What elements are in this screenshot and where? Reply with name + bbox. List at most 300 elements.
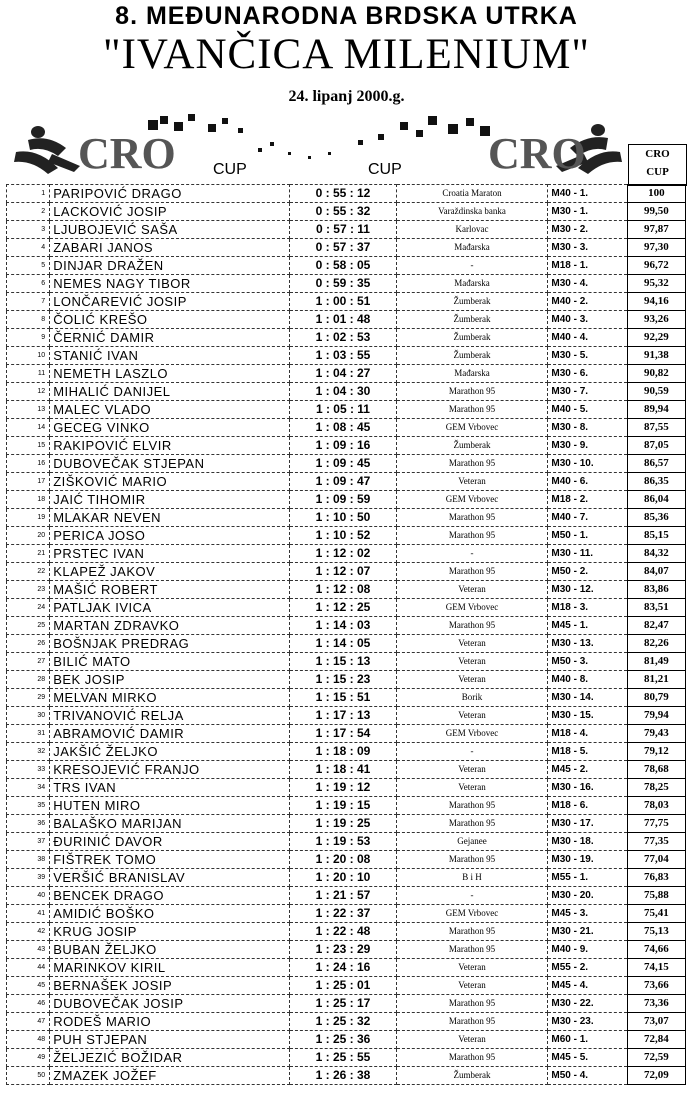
result-time: 1 : 19 : 25 xyxy=(290,815,396,833)
result-time: 1 : 22 : 37 xyxy=(290,905,396,923)
result-name: ZIŠKOVIĆ MARIO xyxy=(50,473,290,491)
result-name: BOŠNJAK PREDRAG xyxy=(50,635,290,653)
result-name: MLAKAR NEVEN xyxy=(50,509,290,527)
result-category: M45 - 1. xyxy=(548,617,627,635)
result-category: M40 - 7. xyxy=(548,509,627,527)
result-name: BILIĆ MATO xyxy=(50,653,290,671)
result-name: DUBOVEČAK STJEPAN xyxy=(50,455,290,473)
result-row xyxy=(7,509,686,527)
result-points: 94,16 xyxy=(627,293,685,311)
result-name: HUTEN MIRO xyxy=(50,797,290,815)
result-club: Marathon 95 xyxy=(396,1049,548,1067)
result-name: ZMAZEK JOŽEF xyxy=(50,1067,290,1085)
result-category: M45 - 2. xyxy=(548,761,627,779)
result-club: Mađarska xyxy=(396,275,548,293)
result-category: M30 - 8. xyxy=(548,419,627,437)
result-row xyxy=(7,581,686,599)
result-name: DUBOVEČAK JOSIP xyxy=(50,995,290,1013)
result-points: 86,35 xyxy=(627,473,685,491)
result-category: M40 - 8. xyxy=(548,671,627,689)
result-category: M30 - 13. xyxy=(548,635,627,653)
result-row xyxy=(7,869,686,887)
result-rank: 44 xyxy=(7,959,50,977)
result-row xyxy=(7,239,686,257)
result-name: STANIĆ IVAN xyxy=(50,347,290,365)
result-time: 1 : 04 : 30 xyxy=(290,383,396,401)
result-name: BEK JOSIP xyxy=(50,671,290,689)
result-time: 1 : 09 : 59 xyxy=(290,491,396,509)
result-rank: 13 xyxy=(7,401,50,419)
result-rank: 10 xyxy=(7,347,50,365)
result-club: GEM Vrbovec xyxy=(396,419,548,437)
result-points: 92,29 xyxy=(627,329,685,347)
result-time: 1 : 12 : 25 xyxy=(290,599,396,617)
result-points: 73,36 xyxy=(627,995,685,1013)
result-time: 1 : 10 : 50 xyxy=(290,509,396,527)
result-club: Marathon 95 xyxy=(396,617,548,635)
result-time: 1 : 12 : 07 xyxy=(290,563,396,581)
result-category: M30 - 16. xyxy=(548,779,627,797)
event-subtitle: 8. MEĐUNARODNA BRDSKA UTRKA xyxy=(115,2,578,30)
result-rank: 29 xyxy=(7,689,50,707)
result-name: NEMES NAGY TIBOR xyxy=(50,275,290,293)
result-category: M30 - 22. xyxy=(548,995,627,1013)
result-name: RAKIPOVIĆ ELVIR xyxy=(50,437,290,455)
result-row xyxy=(7,815,686,833)
result-club: Marathon 95 xyxy=(396,383,548,401)
result-row xyxy=(7,185,686,203)
result-category: M45 - 4. xyxy=(548,977,627,995)
result-name: JAIĆ TIHOMIR xyxy=(50,491,290,509)
result-club: Borik xyxy=(396,689,548,707)
result-points: 76,83 xyxy=(627,869,685,887)
result-points: 75,88 xyxy=(627,887,685,905)
result-rank: 49 xyxy=(7,1049,50,1067)
event-title: "IVANČICA MILENIUM" xyxy=(103,31,590,78)
result-name: MALEC VLADO xyxy=(50,401,290,419)
result-time: 1 : 25 : 36 xyxy=(290,1031,396,1049)
cro-cup-logo-banner xyxy=(8,108,628,184)
result-rank: 2 xyxy=(7,203,50,221)
result-category: M40 - 1. xyxy=(548,185,627,203)
result-club: Veteran xyxy=(396,779,548,797)
result-club: Veteran xyxy=(396,635,548,653)
result-rank: 11 xyxy=(7,365,50,383)
result-name: LACKOVIĆ JOSIP xyxy=(50,203,290,221)
result-points: 89,94 xyxy=(627,401,685,419)
result-category: M30 - 18. xyxy=(548,833,627,851)
result-rank: 48 xyxy=(7,1031,50,1049)
result-row xyxy=(7,635,686,653)
result-rank: 5 xyxy=(7,257,50,275)
result-row xyxy=(7,779,686,797)
result-club: - xyxy=(396,545,548,563)
result-rank: 47 xyxy=(7,1013,50,1031)
result-points: 82,26 xyxy=(627,635,685,653)
result-rank: 34 xyxy=(7,779,50,797)
result-points: 81,21 xyxy=(627,671,685,689)
result-name: PATLJAK IVICA xyxy=(50,599,290,617)
logo-cup-left: CUP xyxy=(213,161,247,178)
result-row xyxy=(7,689,686,707)
result-club: Marathon 95 xyxy=(396,455,548,473)
result-name: MELVAN MIRKO xyxy=(50,689,290,707)
result-time: 0 : 55 : 12 xyxy=(290,185,396,203)
result-time: 1 : 20 : 10 xyxy=(290,869,396,887)
result-club: Marathon 95 xyxy=(396,797,548,815)
result-time: 1 : 10 : 52 xyxy=(290,527,396,545)
result-row xyxy=(7,761,686,779)
result-time: 1 : 03 : 55 xyxy=(290,347,396,365)
result-row xyxy=(7,923,686,941)
result-time: 1 : 19 : 15 xyxy=(290,797,396,815)
result-row xyxy=(7,455,686,473)
result-rank: 1 xyxy=(7,185,50,203)
result-row xyxy=(7,275,686,293)
result-time: 1 : 17 : 13 xyxy=(290,707,396,725)
result-rank: 25 xyxy=(7,617,50,635)
result-category: M40 - 4. xyxy=(548,329,627,347)
result-row xyxy=(7,383,686,401)
result-time: 1 : 19 : 53 xyxy=(290,833,396,851)
result-time: 1 : 00 : 51 xyxy=(290,293,396,311)
result-rank: 30 xyxy=(7,707,50,725)
result-time: 1 : 15 : 13 xyxy=(290,653,396,671)
result-points: 73,66 xyxy=(627,977,685,995)
result-time: 0 : 59 : 35 xyxy=(290,275,396,293)
result-row xyxy=(7,419,686,437)
result-name: BALAŠKO MARIJAN xyxy=(50,815,290,833)
result-points: 79,12 xyxy=(627,743,685,761)
result-rank: 50 xyxy=(7,1067,50,1085)
result-rank: 31 xyxy=(7,725,50,743)
event-date: 24. lipanj 2000.g. xyxy=(288,88,405,105)
result-club: Marathon 95 xyxy=(396,563,548,581)
result-name: VERŠIĆ BRANISLAV xyxy=(50,869,290,887)
result-time: 1 : 05 : 11 xyxy=(290,401,396,419)
logo-word-right: CRO xyxy=(488,129,586,178)
result-category: M30 - 2. xyxy=(548,221,627,239)
result-club: Marathon 95 xyxy=(396,941,548,959)
result-category: M30 - 11. xyxy=(548,545,627,563)
result-time: 1 : 25 : 17 xyxy=(290,995,396,1013)
result-rank: 6 xyxy=(7,275,50,293)
result-club: GEM Vrbovec xyxy=(396,599,548,617)
result-rank: 7 xyxy=(7,293,50,311)
result-row xyxy=(7,671,686,689)
result-time: 1 : 25 : 55 xyxy=(290,1049,396,1067)
result-points: 95,32 xyxy=(627,275,685,293)
result-rank: 35 xyxy=(7,797,50,815)
result-club: Žumberak xyxy=(396,347,548,365)
result-row xyxy=(7,1049,686,1067)
result-time: 1 : 18 : 09 xyxy=(290,743,396,761)
result-club: Žumberak xyxy=(396,311,548,329)
result-points: 86,57 xyxy=(627,455,685,473)
result-rank: 19 xyxy=(7,509,50,527)
result-category: M50 - 1. xyxy=(548,527,627,545)
result-name: ZABARI JANOS xyxy=(50,239,290,257)
points-column-header xyxy=(628,144,687,186)
result-time: 1 : 08 : 45 xyxy=(290,419,396,437)
result-category: M30 - 3. xyxy=(548,239,627,257)
result-rank: 8 xyxy=(7,311,50,329)
result-category: M30 - 7. xyxy=(548,383,627,401)
result-name: LONČAREVIĆ JOSIP xyxy=(50,293,290,311)
result-rank: 20 xyxy=(7,527,50,545)
result-points: 81,49 xyxy=(627,653,685,671)
result-time: 1 : 17 : 54 xyxy=(290,725,396,743)
points-header-line2: CUP xyxy=(646,166,669,178)
result-club: Veteran xyxy=(396,977,548,995)
result-category: M40 - 6. xyxy=(548,473,627,491)
result-name: PUH STJEPAN xyxy=(50,1031,290,1049)
result-category: M50 - 2. xyxy=(548,563,627,581)
result-name: PRSTEC IVAN xyxy=(50,545,290,563)
result-name: JAKŠIĆ ŽELJKO xyxy=(50,743,290,761)
result-points: 87,05 xyxy=(627,437,685,455)
result-row xyxy=(7,203,686,221)
result-category: M30 - 19. xyxy=(548,851,627,869)
result-points: 74,15 xyxy=(627,959,685,977)
result-name: KRESOJEVIĆ FRANJO xyxy=(50,761,290,779)
result-category: M30 - 21. xyxy=(548,923,627,941)
result-points: 80,79 xyxy=(627,689,685,707)
result-category: M30 - 17. xyxy=(548,815,627,833)
result-points: 90,82 xyxy=(627,365,685,383)
result-points: 83,51 xyxy=(627,599,685,617)
result-points: 79,94 xyxy=(627,707,685,725)
result-name: TRIVANOVIĆ RELJA xyxy=(50,707,290,725)
result-club: Marathon 95 xyxy=(396,851,548,869)
result-club: Žumberak xyxy=(396,293,548,311)
result-time: 0 : 57 : 37 xyxy=(290,239,396,257)
result-points: 97,87 xyxy=(627,221,685,239)
result-name: BERNAŠEK JOSIP xyxy=(50,977,290,995)
result-rank: 38 xyxy=(7,851,50,869)
result-name: ABRAMOVIĆ DAMIR xyxy=(50,725,290,743)
result-club: Mađarska xyxy=(396,239,548,257)
result-category: M18 - 6. xyxy=(548,797,627,815)
result-time: 1 : 25 : 01 xyxy=(290,977,396,995)
result-time: 1 : 02 : 53 xyxy=(290,329,396,347)
result-category: M18 - 1. xyxy=(548,257,627,275)
result-time: 0 : 55 : 32 xyxy=(290,203,396,221)
result-time: 1 : 04 : 27 xyxy=(290,365,396,383)
result-club: Žumberak xyxy=(396,1067,548,1085)
result-name: AMIDIĆ BOŠKO xyxy=(50,905,290,923)
result-rank: 14 xyxy=(7,419,50,437)
result-points: 93,26 xyxy=(627,311,685,329)
result-club: Marathon 95 xyxy=(396,527,548,545)
result-points: 85,36 xyxy=(627,509,685,527)
result-name: LJUBOJEVIĆ SAŠA xyxy=(50,221,290,239)
result-row xyxy=(7,959,686,977)
result-category: M30 - 1. xyxy=(548,203,627,221)
result-rank: 15 xyxy=(7,437,50,455)
result-club: Veteran xyxy=(396,959,548,977)
result-club: Croatia Maraton xyxy=(396,185,548,203)
result-category: M40 - 2. xyxy=(548,293,627,311)
result-row xyxy=(7,437,686,455)
result-row xyxy=(7,707,686,725)
result-category: M50 - 3. xyxy=(548,653,627,671)
result-time: 1 : 23 : 29 xyxy=(290,941,396,959)
result-row xyxy=(7,329,686,347)
result-rank: 42 xyxy=(7,923,50,941)
result-name: MARTAN ZDRAVKO xyxy=(50,617,290,635)
result-row xyxy=(7,653,686,671)
result-name: ČOLIĆ KREŠO xyxy=(50,311,290,329)
result-points: 74,66 xyxy=(627,941,685,959)
result-club: GEM Vrbovec xyxy=(396,491,548,509)
result-points: 82,47 xyxy=(627,617,685,635)
result-category: M30 - 15. xyxy=(548,707,627,725)
result-time: 1 : 09 : 45 xyxy=(290,455,396,473)
result-row xyxy=(7,1013,686,1031)
result-points: 90,59 xyxy=(627,383,685,401)
result-points: 87,55 xyxy=(627,419,685,437)
result-time: 1 : 20 : 08 xyxy=(290,851,396,869)
result-row xyxy=(7,977,686,995)
result-rank: 22 xyxy=(7,563,50,581)
result-category: M45 - 5. xyxy=(548,1049,627,1067)
result-name: RODEŠ MARIO xyxy=(50,1013,290,1031)
result-time: 1 : 15 : 23 xyxy=(290,671,396,689)
result-name: PERICA JOSO xyxy=(50,527,290,545)
result-points: 72,84 xyxy=(627,1031,685,1049)
result-time: 1 : 15 : 51 xyxy=(290,689,396,707)
result-row xyxy=(7,851,686,869)
result-time: 1 : 26 : 38 xyxy=(290,1067,396,1085)
result-category: M60 - 1. xyxy=(548,1031,627,1049)
result-time: 1 : 18 : 41 xyxy=(290,761,396,779)
result-rank: 4 xyxy=(7,239,50,257)
result-club: Marathon 95 xyxy=(396,923,548,941)
result-row xyxy=(7,221,686,239)
result-name: NEMETH LASZLO xyxy=(50,365,290,383)
result-points: 75,13 xyxy=(627,923,685,941)
result-name: TRS IVAN xyxy=(50,779,290,797)
result-club: - xyxy=(396,743,548,761)
result-rank: 46 xyxy=(7,995,50,1013)
result-club: Žumberak xyxy=(396,437,548,455)
result-row xyxy=(7,401,686,419)
result-points: 85,15 xyxy=(627,527,685,545)
result-rank: 45 xyxy=(7,977,50,995)
result-name: PARIPOVIĆ DRAGO xyxy=(50,185,290,203)
result-row xyxy=(7,905,686,923)
result-name: BUBAN ŽELJKO xyxy=(50,941,290,959)
result-row xyxy=(7,743,686,761)
result-points: 78,03 xyxy=(627,797,685,815)
result-points: 72,09 xyxy=(627,1067,685,1085)
result-category: M30 - 12. xyxy=(548,581,627,599)
result-category: M30 - 10. xyxy=(548,455,627,473)
result-row xyxy=(7,797,686,815)
result-row xyxy=(7,1067,686,1085)
mosaic-decoration xyxy=(148,114,490,159)
result-row xyxy=(7,725,686,743)
result-category: M30 - 6. xyxy=(548,365,627,383)
result-points: 77,75 xyxy=(627,815,685,833)
result-row xyxy=(7,545,686,563)
result-points: 77,04 xyxy=(627,851,685,869)
result-points: 91,38 xyxy=(627,347,685,365)
result-rank: 28 xyxy=(7,671,50,689)
result-row xyxy=(7,887,686,905)
result-rank: 36 xyxy=(7,815,50,833)
result-rank: 33 xyxy=(7,761,50,779)
result-category: M30 - 14. xyxy=(548,689,627,707)
result-category: M30 - 23. xyxy=(548,1013,627,1031)
result-rank: 12 xyxy=(7,383,50,401)
result-time: 1 : 09 : 47 xyxy=(290,473,396,491)
result-time: 1 : 14 : 05 xyxy=(290,635,396,653)
result-time: 1 : 25 : 32 xyxy=(290,1013,396,1031)
result-name: ČERNIĆ DAMIR xyxy=(50,329,290,347)
result-points: 79,43 xyxy=(627,725,685,743)
result-row xyxy=(7,617,686,635)
points-header-line1: CRO xyxy=(645,148,670,160)
result-category: M30 - 4. xyxy=(548,275,627,293)
result-rank: 43 xyxy=(7,941,50,959)
result-points: 84,07 xyxy=(627,563,685,581)
result-club: Marathon 95 xyxy=(396,995,548,1013)
result-category: M18 - 5. xyxy=(548,743,627,761)
result-time: 0 : 57 : 11 xyxy=(290,221,396,239)
results-body xyxy=(7,185,686,1085)
result-club: GEM Vrbovec xyxy=(396,905,548,923)
result-row xyxy=(7,491,686,509)
result-row xyxy=(7,563,686,581)
result-category: M55 - 1. xyxy=(548,869,627,887)
result-points: 78,25 xyxy=(627,779,685,797)
result-category: M30 - 5. xyxy=(548,347,627,365)
result-points: 83,86 xyxy=(627,581,685,599)
result-club: Veteran xyxy=(396,1031,548,1049)
result-category: M40 - 9. xyxy=(548,941,627,959)
result-row xyxy=(7,941,686,959)
result-rank: 39 xyxy=(7,869,50,887)
result-rank: 32 xyxy=(7,743,50,761)
result-rank: 18 xyxy=(7,491,50,509)
result-points: 73,07 xyxy=(627,1013,685,1031)
result-club: Marathon 95 xyxy=(396,509,548,527)
results-table xyxy=(6,184,686,1085)
result-points: 78,68 xyxy=(627,761,685,779)
result-name: MIHALIĆ DANIJEL xyxy=(50,383,290,401)
result-points: 99,50 xyxy=(627,203,685,221)
logo-word-left: CRO xyxy=(78,129,176,178)
result-points: 86,04 xyxy=(627,491,685,509)
result-club: Veteran xyxy=(396,761,548,779)
result-club: Marathon 95 xyxy=(396,1013,548,1031)
result-rank: 24 xyxy=(7,599,50,617)
result-points: 96,72 xyxy=(627,257,685,275)
result-name: ĐURINIĆ DAVOR xyxy=(50,833,290,851)
result-name: GECEG VINKO xyxy=(50,419,290,437)
result-category: M30 - 20. xyxy=(548,887,627,905)
result-row xyxy=(7,311,686,329)
result-row xyxy=(7,473,686,491)
result-name: BENCEK DRAGO xyxy=(50,887,290,905)
result-name: ŽELJEZIĆ BOŽIDAR xyxy=(50,1049,290,1067)
result-rank: 3 xyxy=(7,221,50,239)
result-rank: 26 xyxy=(7,635,50,653)
result-club: Gejanee xyxy=(396,833,548,851)
result-name: DINJAR DRAŽEN xyxy=(50,257,290,275)
